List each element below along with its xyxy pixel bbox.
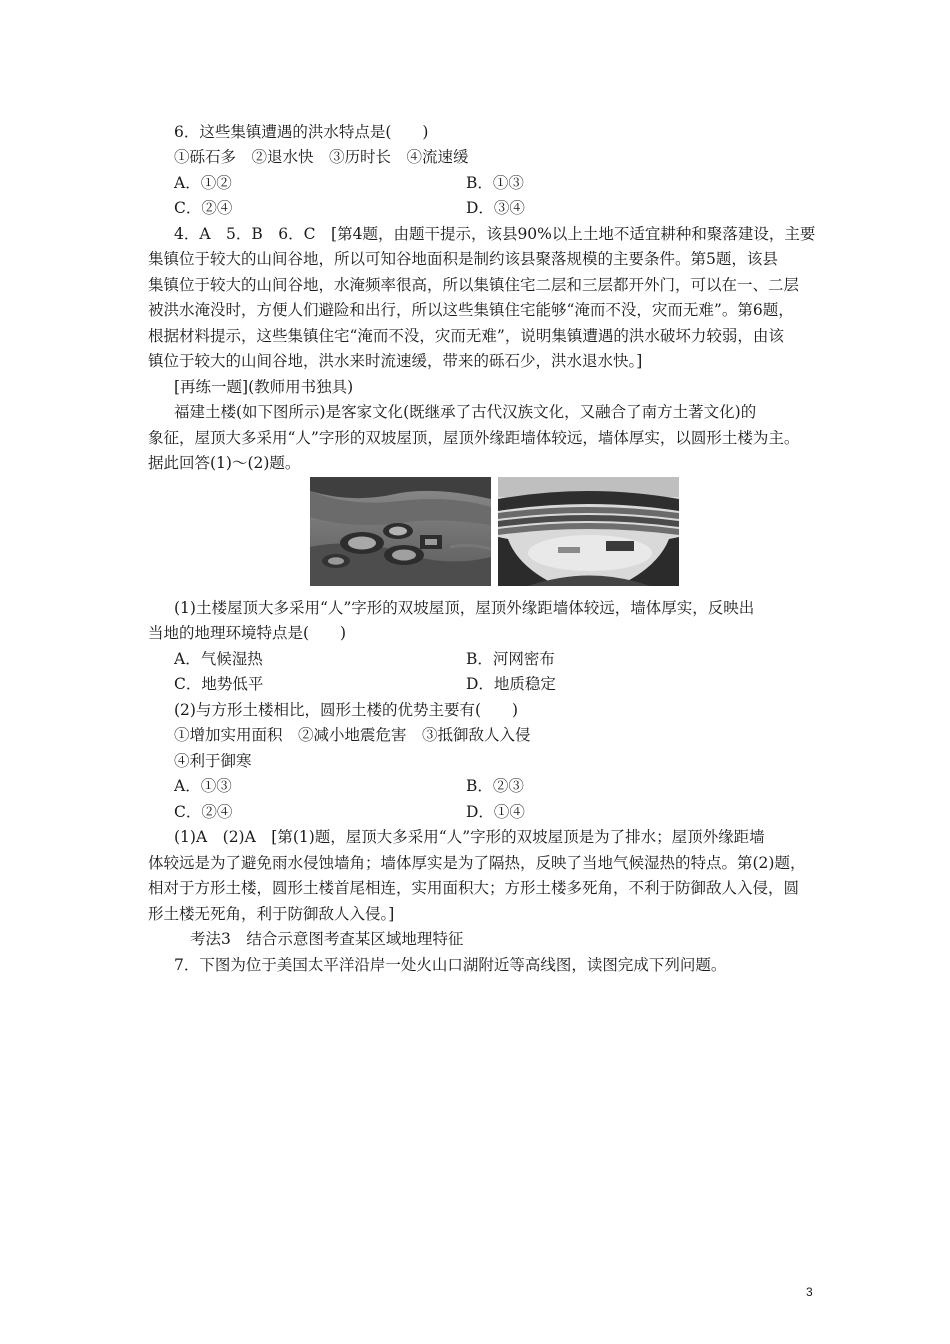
answer-1-2-line-1: (1)A (2)A [第(1)题，屋顶大多采用“人”字形的双坡屋顶是为了排水；屋顶外缘距墙 [174, 828, 765, 846]
answer-4-6-line-6: 镇位于较大的山间谷地，洪水来时流速缓，带来的砾石少，洪水退水快。] [148, 352, 643, 370]
q6-option-b: B．①③ [466, 174, 524, 192]
practice-header: [再练一题](教师用书独具) [174, 378, 354, 396]
q2-statements-2: ④利于御寒 [174, 752, 252, 770]
q2-option-a: A．①③ [174, 777, 232, 795]
q2-option-d: D．①④ [466, 803, 525, 821]
q2-stem: (2)与方形土楼相比，圆形土楼的优势主要有( ) [174, 701, 519, 719]
q2-statements-1: ①增加实用面积 ②减小地震危害 ③抵御敌人入侵 [174, 726, 531, 744]
q2-option-b: B．②③ [466, 777, 524, 795]
q6-option-d: D．③④ [466, 199, 525, 217]
answer-4-6-line-5: 根据材料提示，这些集镇住宅“淹而不没，灾而无难”，说明集镇遭遇的洪水破坏力较弱，由该 [148, 327, 784, 345]
answer-4-6-line-1: 4．A 5．B 6．C [第4题，由题干提示，该县90%以上土地不适宜耕种和聚落建设，主要 [174, 225, 816, 243]
q6-option-a: A．①② [174, 174, 232, 192]
answer-1-2-line-3: 相对于方形土楼，圆形土楼首尾相连，实用面积大；方形土楼多死角，不利于防御敌人入侵，圆 [148, 879, 800, 897]
q6-stem: 6．这些集镇遭遇的洪水特点是( ) [174, 123, 429, 141]
answer-4-6-line-4: 被洪水淹没时，方便人们避险和出行，所以这些集镇住宅能够“淹而不没，灾而无难”。第6题， [148, 301, 794, 319]
q1-option-b: B．河网密布 [466, 650, 555, 668]
tulou-intro-line-2: 象征，屋顶大多采用“人”字形的双坡屋顶，屋顶外缘距墙体较远，墙体厚实，以圆形土楼为主。 [148, 429, 800, 447]
q1-option-d: D．地质稳定 [466, 675, 556, 693]
q1-stem-line-1: (1)土楼屋顶大多采用“人”字形的双坡屋顶，屋顶外缘距墙体较远，墙体厚实，反映出 [174, 599, 755, 617]
answer-1-2-line-2: 体较远是为了避免雨水侵蚀墙角；墙体厚实是为了隔热，反映了当地气候湿热的特点。第(2)题， [148, 854, 806, 872]
q7-stem: 7．下图为位于美国太平洋沿岸一处火山口湖附近等高线图，读图完成下列问题。 [174, 956, 727, 974]
page-number: 3 [806, 1285, 813, 1299]
q1-stem-line-2: 当地的地理环境特点是( ) [148, 624, 347, 642]
answer-4-6-line-3: 集镇位于较大的山间谷地，水淹频率很高，所以集镇住宅二层和三层都开外门，可以在一、二层 [148, 276, 800, 294]
q1-option-a: A．气候湿热 [174, 650, 263, 668]
q2-option-c: C．②④ [174, 803, 233, 821]
tulou-intro-line-3: 据此回答(1)～(2)题。 [148, 454, 301, 472]
tulou-interior-photo [498, 477, 679, 586]
tulou-photos [310, 477, 679, 586]
answer-4-6-line-2: 集镇位于较大的山间谷地，所以可知谷地面积是制约该县聚落规模的主要条件。第5题，该县 [148, 250, 778, 268]
tulou-intro-line-1: 福建土楼(如下图所示)是客家文化(既继承了古代汉族文化，又融合了南方土著文化)的 [174, 403, 757, 421]
q6-statements: ①砾石多 ②退水快 ③历时长 ④流速缓 [174, 148, 469, 166]
q6-option-c: C．②④ [174, 199, 233, 217]
method-3-heading: 考法3 结合示意图考查某区域地理特征 [190, 930, 464, 948]
q1-option-c: C．地势低平 [174, 675, 264, 693]
answer-1-2-line-4: 形土楼无死角，利于防御敌人入侵。] [148, 905, 395, 923]
tulou-aerial-photo [310, 477, 491, 586]
